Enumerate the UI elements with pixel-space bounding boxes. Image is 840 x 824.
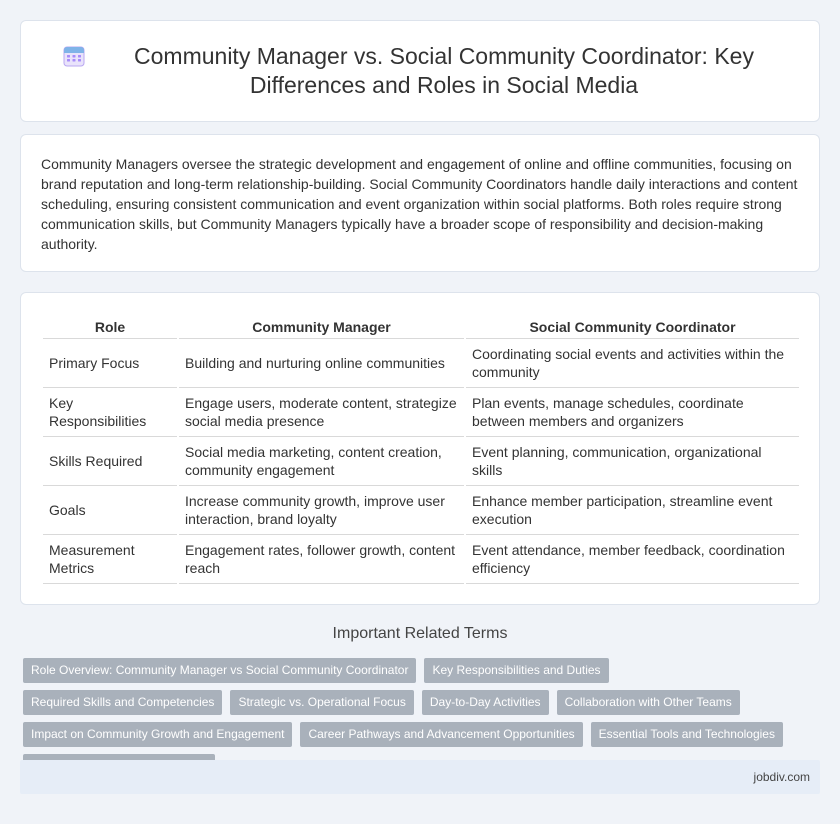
column-header-social-community-coordinator: Social Community Coordinator: [465, 312, 799, 338]
comparison-card: [20, 292, 820, 605]
cell: Plan events, manage schedules, coordinate between members and organizers: [465, 387, 799, 436]
row-label: Measurement Metrics: [43, 534, 178, 583]
page-title: Community Manager vs. Social Community Coordinator: Key Differences and Roles in Social Media: [134, 43, 754, 98]
row-label: Key Responsibilities: [43, 387, 178, 436]
related-term-tag[interactable]: Strategic vs. Operational Focus: [230, 690, 413, 715]
related-term-tag[interactable]: Day-to-Day Activities: [422, 690, 549, 715]
intro-card: [20, 134, 820, 272]
cell: Event attendance, member feedback, coordination efficiency: [465, 534, 799, 583]
cell: Enhance member participation, streamline event execution: [465, 485, 799, 534]
table-row: [43, 436, 799, 485]
related-term-tag[interactable]: Key Responsibilities and Duties: [424, 658, 608, 683]
comparison-table: [43, 312, 799, 584]
cell: Increase community growth, improve user interaction, brand loyalty: [178, 485, 465, 534]
related-term-tag[interactable]: Required Skills and Competencies: [23, 690, 222, 715]
footer: [20, 760, 820, 794]
related-term-tag[interactable]: Role Overview: Community Manager vs Social Community Coordinator: [23, 658, 416, 683]
related-term-tag[interactable]: Career Pathways and Advancement Opportunities: [300, 722, 582, 747]
cell: Social media marketing, content creation, community engagement: [178, 436, 465, 485]
table-header-row: [43, 312, 799, 338]
row-label: Goals: [43, 485, 178, 534]
row-label: Skills Required: [43, 436, 178, 485]
cell: Building and nurturing online communities: [178, 338, 465, 387]
footer-site-link[interactable]: jobdiv.com: [753, 770, 810, 784]
header-card: [20, 20, 820, 122]
related-terms-heading: Important Related Terms: [332, 625, 508, 642]
intro-paragraph: Community Managers oversee the strategic development and engagement of online and offline communities, focusing on brand reputation and long-term relationship-building. Social Community Coordinators handle daily interactions and content scheduling, ensuring consistent communication and event organization within social platforms. Both roles require strong communication skills, but Community Managers typically have a broader scope of responsibility and decision-making authority.: [41, 156, 798, 252]
row-label: Primary Focus: [43, 338, 178, 387]
table-row: [43, 338, 799, 387]
table-row: [43, 534, 799, 583]
column-header-community-manager: Community Manager: [178, 312, 465, 338]
cell: Engagement rates, follower growth, content reach: [178, 534, 465, 583]
related-term-tag[interactable]: Collaboration with Other Teams: [557, 690, 740, 715]
related-term-tag[interactable]: Essential Tools and Technologies: [591, 722, 783, 747]
cell: Engage users, moderate content, strategize social media presence: [178, 387, 465, 436]
cell: Event planning, communication, organizational skills: [465, 436, 799, 485]
calendar-icon: [61, 43, 87, 69]
related-term-tag[interactable]: Impact on Community Growth and Engagement: [23, 722, 292, 747]
cell: Coordinating social events and activities within the community: [465, 338, 799, 387]
table-row: [43, 387, 799, 436]
column-header-role: Role: [43, 312, 178, 338]
table-row: [43, 485, 799, 534]
